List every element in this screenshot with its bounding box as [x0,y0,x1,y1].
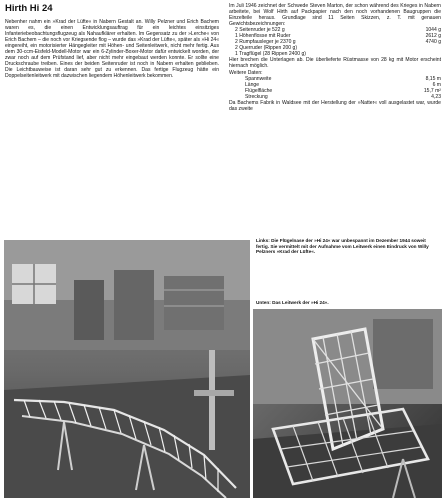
data-row: Länge 6 m [245,81,441,88]
weight-row: 2 Rumpfausleger je 2370 g 4740 g [235,39,441,46]
caption-wing-photo: Links: Die Flügelnase der »Hi 24« war unbespannt im Dezember 1944 soweit fertig. Sie vermittelt mit der Aufnahme vom Leitwerk einen Eindruck von Willy Pelzners »Krad der Lüfte«. [256,238,429,255]
right-intro-text: Im Juli 1946 zeichnet der Schwede Steven Marton, der schon während des Krieges in Nabern arbeitete, bei Wolf Hirth auf Packpapier nach den noch vorhandenen Baugruppen die Einzelteile heraus. Grundlage sind 11 Seiten Skizzen, z. T. mit genauen Gewichtsbezeichnungen: [229,3,441,28]
weight-row: 2 Seitenruder je 522 g 1044 g [235,27,441,34]
left-column [5,19,219,79]
page-title: Hirth Hi 24 [5,3,53,14]
data-row: Streckung 4,23 [245,93,441,100]
caption-tail-photo: Unten: Das Leitwerk der »Hi 24«. [256,300,329,305]
right-end-text: Da Bachems Fabrik in Waldsee mit der Herstellung der »Natter« voll ausgelastet war, wurde das zweite [229,99,441,112]
weight-row: 1 Tragflügel (28 Rippen 2400 g) [235,51,306,58]
data-row: Spannweite 8,15 m [245,75,441,82]
right-middle-text: Hier brechen die Unterlagen ab. Die überlieferte Rüstmasse von 28 kg mit Motor erscheint hiernach möglich. [229,57,441,70]
wing-photo [4,240,250,498]
left-column-text: Nebenher nahm ein »Krad der Lüfte« in Nabern Gestalt an. Willy Pelzner und Erich Bachem waren es, die einen Entwicklungsauftrag für ein leichtes einsitziges Infanteriebeobachtungsflugzeug als Nahaufklärer erhalten. Im Gegensatz zu der »Lerche« von Erich Bachem – die noch vor Kriegsende flog – wurde das »Krad der Lüfte«, später als »Hi 24« eingereiht, ein motorisierter Hängegleiter mit Höhen- und Seitenleitwerk, nicht mehr fertig. Aus dem 30-ccm-Eisfeld-Modell-Motor war ein 6-Zylinder-Boxer-Motor dafür entwickelt worden, der zwar noch auf dem Prüfstand lief, aber nicht mehr eingebaut werden konnte. Er sollte eine Druckschraube treiben. Eines der beiden Seitenruder ist noch in Nabern erhalten geblieben. Die Leichtbauweise ist daran sehr gut zu erkennen. Das fertige Flugzeug hätte ein Doppelseitenleitwerk mit dazwischen liegendem Höhenleitwerk bekommen. [5,19,219,80]
data-list [229,76,441,100]
weight-row: 1 Höhenflosse mit Ruder 2612 g [235,33,441,40]
data-row: Flügelfläche 15,7 m² [245,87,441,94]
weight-row: 2 Querruder (Rippen 200 g) [235,45,297,52]
data-title: Weitere Daten: [229,69,263,76]
weights-list [229,27,441,57]
right-column [229,3,441,112]
tail-photo [253,309,442,498]
